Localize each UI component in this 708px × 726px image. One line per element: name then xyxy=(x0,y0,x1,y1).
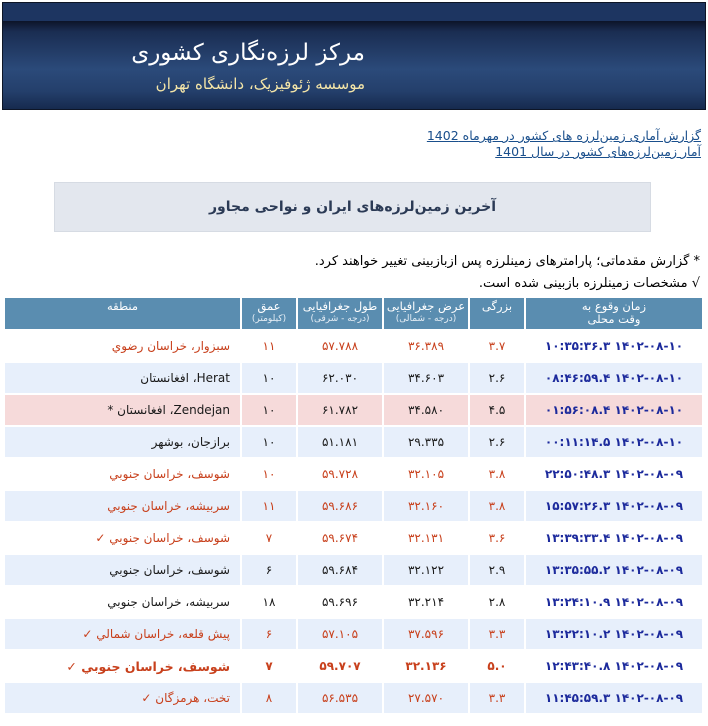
cell-latitude: ۳۲.۲۱۴ xyxy=(384,587,468,617)
link-yearly-stats[interactable]: آمار زمین‌لرزه‌های کشور در سال 1401 xyxy=(495,144,701,159)
table-row[interactable] xyxy=(5,491,702,521)
cell-time: ۱۴۰۲-۰۸-۰۹ ۲۲:۵۰:۴۸.۳ xyxy=(526,459,702,489)
header-body xyxy=(3,21,705,109)
cell-longitude: ۵۷.۱۰۵ xyxy=(298,619,382,649)
cell-longitude: ۶۲.۰۳۰ xyxy=(298,363,382,393)
cell-region: سربيشه، خراسان جنوبي xyxy=(5,587,240,617)
cell-latitude: ۳۴.۶۰۳ xyxy=(384,363,468,393)
cell-magnitude: ۳.۶ xyxy=(470,523,524,553)
cell-longitude: ۵۹.۶۸۶ xyxy=(298,491,382,521)
cell-region: شوسف، خراسان جنوبي ✓ xyxy=(5,523,240,553)
cell-depth: ۱۸ xyxy=(242,587,296,617)
cell-region: پيش قلعه، خراسان شمالي ✓ xyxy=(5,619,240,649)
cell-latitude: ۳۶.۳۸۹ xyxy=(384,331,468,361)
table-row[interactable] xyxy=(5,683,702,713)
table-row[interactable] xyxy=(5,363,702,393)
col-header-latitude: عرض جغرافیایی (درجه - شمالی) xyxy=(384,298,468,329)
table-row[interactable] xyxy=(5,523,702,553)
cell-latitude: ۳۷.۵۹۶ xyxy=(384,619,468,649)
section-title: آخرین زمین‌لرزه‌های ایران و نواحی مجاور xyxy=(208,199,497,215)
table-row[interactable] xyxy=(5,459,702,489)
cell-magnitude: ۴.۵ xyxy=(470,395,524,425)
cell-longitude: ۵۹.۶۹۶ xyxy=(298,587,382,617)
cell-depth: ۱۰ xyxy=(242,427,296,457)
col-header-time: زمان وقوع به وقت محلی xyxy=(526,298,702,329)
cell-time: ۱۴۰۲-۰۸-۱۰ ۱۰:۳۵:۳۶.۳ xyxy=(526,331,702,361)
cell-longitude: ۵۶.۵۳۵ xyxy=(298,683,382,713)
cell-magnitude: ۲.۶ xyxy=(470,427,524,457)
cell-time: ۱۴۰۲-۰۸-۰۹ ۱۲:۴۳:۴۰.۸ xyxy=(526,651,702,681)
col-header-longitude: طول جغرافیایی (درجه - شرقی) xyxy=(298,298,382,329)
cell-time: ۱۴۰۲-۰۸-۰۹ ۱۳:۲۲:۱۰.۲ xyxy=(526,619,702,649)
table-header-row xyxy=(5,298,702,329)
site-subtitle: موسسه ژئوفیزیک، دانشگاه تهران xyxy=(155,75,365,93)
cell-depth: ۶ xyxy=(242,555,296,585)
cell-time: ۱۴۰۲-۰۸-۰۹ ۱۱:۴۵:۵۹.۳ xyxy=(526,683,702,713)
cell-depth: ۷ xyxy=(242,651,296,681)
cell-magnitude: ۳.۷ xyxy=(470,331,524,361)
header-top-strip xyxy=(3,3,705,21)
cell-depth: ۶ xyxy=(242,619,296,649)
site-title: مرکز لرزه‌نگاری کشوری xyxy=(131,40,365,66)
cell-longitude: ۵۷.۷۸۸ xyxy=(298,331,382,361)
cell-magnitude: ۳.۸ xyxy=(470,491,524,521)
table-row[interactable] xyxy=(5,427,702,457)
section-title-box xyxy=(54,182,651,232)
link-monthly-report[interactable]: گزارش آماری زمین‌لرزه های کشور در مهرماه 1402 xyxy=(426,128,701,143)
table-row[interactable] xyxy=(5,555,702,585)
cell-time: ۱۴۰۲-۰۸-۰۹ ۱۵:۵۷:۲۶.۳ xyxy=(526,491,702,521)
cell-longitude: ۵۹.۶۸۴ xyxy=(298,555,382,585)
cell-latitude: ۳۲.۱۶۰ xyxy=(384,491,468,521)
report-links xyxy=(427,128,701,160)
cell-depth: ۱۰ xyxy=(242,395,296,425)
table-row[interactable] xyxy=(5,331,702,361)
cell-region: Zendejan، افغانستان * xyxy=(5,395,240,425)
cell-latitude: ۳۴.۵۸۰ xyxy=(384,395,468,425)
cell-latitude: ۳۲.۱۳۱ xyxy=(384,523,468,553)
cell-magnitude: ۳.۸ xyxy=(470,459,524,489)
cell-depth: ۱۱ xyxy=(242,491,296,521)
table-row[interactable] xyxy=(5,395,702,425)
cell-time: ۱۴۰۲-۰۸-۰۹ ۱۳:۳۹:۳۳.۴ xyxy=(526,523,702,553)
cell-longitude: ۶۱.۷۸۲ xyxy=(298,395,382,425)
cell-magnitude: ۲.۸ xyxy=(470,587,524,617)
cell-longitude: ۵۱.۱۸۱ xyxy=(298,427,382,457)
cell-region: شوسف، خراسان جنوبي ✓ xyxy=(5,651,240,681)
cell-magnitude: ۳.۳ xyxy=(470,619,524,649)
table-row[interactable] xyxy=(5,651,702,681)
cell-region: تخت، هرمزگان ✓ xyxy=(5,683,240,713)
cell-region: شوسف، خراسان جنوبي xyxy=(5,555,240,585)
cell-latitude: ۳۲.۱۲۲ xyxy=(384,555,468,585)
cell-region: سبزوار، خراسان رضوي xyxy=(5,331,240,361)
cell-longitude: ۵۹.۷۲۸ xyxy=(298,459,382,489)
cell-longitude: ۵۹.۶۷۴ xyxy=(298,523,382,553)
cell-time: ۱۴۰۲-۰۸-۰۹ ۱۳:۳۵:۵۵.۲ xyxy=(526,555,702,585)
cell-latitude: ۲۹.۳۳۵ xyxy=(384,427,468,457)
cell-depth: ۱۰ xyxy=(242,363,296,393)
cell-time: ۱۴۰۲-۰۸-۱۰ ۰۰:۱۱:۱۴.۵ xyxy=(526,427,702,457)
table-row[interactable] xyxy=(5,619,702,649)
col-header-region: منطقه xyxy=(5,298,240,329)
site-header-banner xyxy=(2,2,706,110)
cell-depth: ۱۰ xyxy=(242,459,296,489)
cell-magnitude: ۵.۰ xyxy=(470,651,524,681)
note-reviewed: √ مشخصات زمینلرزه بازبینی شده است. xyxy=(478,276,700,291)
cell-latitude: ۳۲.۱۰۵ xyxy=(384,459,468,489)
cell-magnitude: ۲.۶ xyxy=(470,363,524,393)
cell-time: ۱۴۰۲-۰۸-۰۹ ۱۳:۲۴:۱۰.۹ xyxy=(526,587,702,617)
earthquake-table xyxy=(3,296,704,715)
cell-longitude: ۵۹.۷۰۷ xyxy=(298,651,382,681)
cell-time: ۱۴۰۲-۰۸-۱۰ ۰۱:۵۶:۰۸.۴ xyxy=(526,395,702,425)
cell-magnitude: ۳.۳ xyxy=(470,683,524,713)
col-header-depth: عمق (کیلومتر) xyxy=(242,298,296,329)
cell-depth: ۸ xyxy=(242,683,296,713)
cell-time: ۱۴۰۲-۰۸-۱۰ ۰۸:۴۶:۵۹.۴ xyxy=(526,363,702,393)
cell-depth: ۱۱ xyxy=(242,331,296,361)
cell-latitude: ۲۷.۵۷۰ xyxy=(384,683,468,713)
note-preliminary: * گزارش مقدماتی؛ پارامترهای زمینلرزه پس ازبازبینی تغییر خواهند کرد. xyxy=(314,254,700,269)
cell-region: Herat، افغانستان xyxy=(5,363,240,393)
col-header-magnitude: بزرگی xyxy=(470,298,524,329)
cell-magnitude: ۲.۹ xyxy=(470,555,524,585)
cell-depth: ۷ xyxy=(242,523,296,553)
cell-region: شوسف، خراسان جنوبي xyxy=(5,459,240,489)
cell-region: برازجان، بوشهر xyxy=(5,427,240,457)
cell-latitude: ۳۲.۱۳۶ xyxy=(384,651,468,681)
table-row[interactable] xyxy=(5,587,702,617)
cell-region: سربيشه، خراسان جنوبي xyxy=(5,491,240,521)
